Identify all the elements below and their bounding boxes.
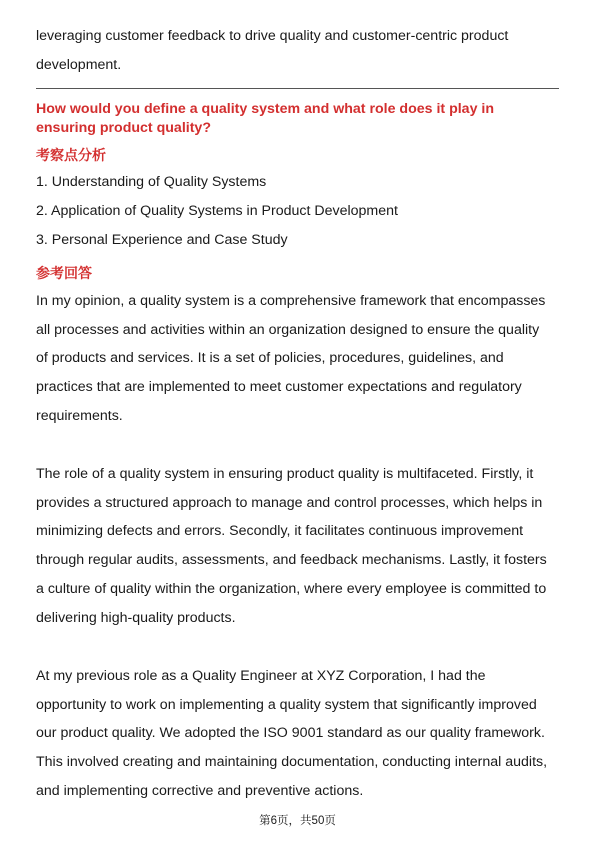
answer-text-line: In my opinion, a quality system is a comprehensive framework that encompasses bbox=[36, 293, 546, 309]
analysis-point: 1. Understanding of Quality Systems bbox=[36, 174, 267, 190]
question-heading-line: ensuring product quality? bbox=[36, 120, 211, 136]
answer-text-line: practices that are implemented to meet customer expectations and regulatory bbox=[36, 379, 522, 395]
answer-text-line: The role of a quality system in ensuring product quality is multifaceted. Firstly, it bbox=[36, 466, 534, 482]
analysis-point: 2. Application of Quality Systems in Product Development bbox=[36, 203, 398, 219]
section-divider bbox=[36, 88, 559, 89]
page-number-footer: 第6页，共50页 bbox=[259, 815, 336, 827]
answer-text-line: opportunity to work on implementing a quality system that significantly improved bbox=[36, 697, 537, 713]
answer-label: 参考回答 bbox=[36, 265, 92, 281]
answer-text-line: all processes and activities within an organization designed to ensure the quality bbox=[36, 322, 540, 338]
answer-text-line: provides a structured approach to manage and control processes, which helps in bbox=[36, 495, 543, 511]
answer-text-line: and implementing corrective and preventive actions. bbox=[36, 783, 364, 799]
answer-text-line: a culture of quality within the organization, where every employee is committed to bbox=[36, 581, 547, 597]
intro-text-line: leveraging customer feedback to drive quality and customer-centric product bbox=[36, 28, 509, 44]
answer-text-line: delivering high-quality products. bbox=[36, 610, 236, 626]
answer-text-line: our product quality. We adopted the ISO 9001 standard as our quality framework. bbox=[36, 725, 545, 741]
question-heading-line: How would you define a quality system and what role does it play in bbox=[36, 101, 495, 117]
answer-text-line: requirements. bbox=[36, 408, 123, 424]
analysis-point: 3. Personal Experience and Case Study bbox=[36, 232, 288, 248]
answer-text-line: minimizing defects and errors. Secondly, it facilitates continuous improvement bbox=[36, 523, 524, 539]
analysis-label: 考察点分析 bbox=[36, 147, 106, 163]
answer-text-line: of products and services. It is a set of policies, procedures, guidelines, and bbox=[36, 350, 504, 366]
answer-text-line: through regular audits, assessments, and feedback mechanisms. Lastly, it fosters bbox=[36, 552, 547, 568]
answer-text-line: At my previous role as a Quality Engineer at XYZ Corporation, I had the bbox=[36, 668, 486, 684]
answer-text-line: This involved creating and maintaining documentation, conducting internal audits, bbox=[36, 754, 548, 770]
intro-text-line: development. bbox=[36, 57, 122, 73]
